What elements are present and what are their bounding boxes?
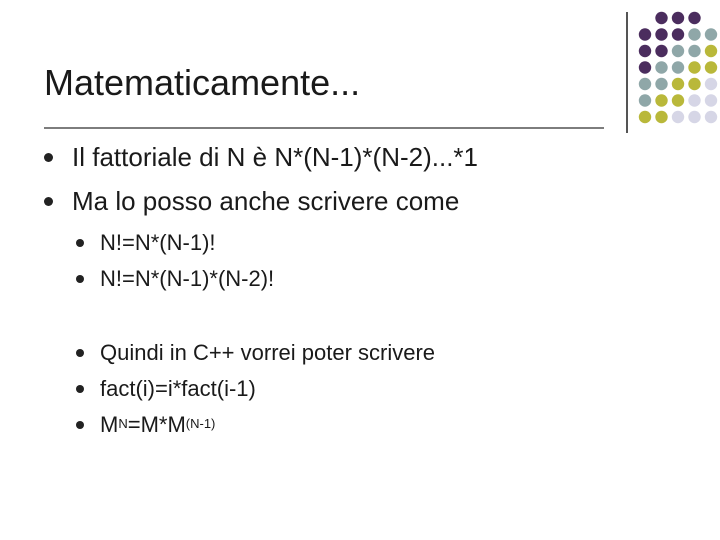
- sub-bullet-item: [76, 412, 215, 438]
- decorative-dot: [655, 78, 667, 90]
- decorative-dot: [672, 12, 684, 24]
- decorative-dot: [639, 61, 651, 73]
- decorative-dot: [705, 78, 717, 90]
- formula-exponent: (N-1): [185, 416, 216, 431]
- decorative-dot: [705, 111, 717, 123]
- slide-title: Matematicamente...: [44, 62, 361, 103]
- decorative-dot: [639, 28, 651, 40]
- sub-bullet-text: Quindi in C++ vorrei poter scrivere: [100, 340, 436, 365]
- decorative-vertical-line: [626, 12, 628, 133]
- bullet-dot: [76, 275, 84, 283]
- decorative-dot: [655, 45, 667, 57]
- decorative-dot: [705, 94, 717, 106]
- title-underline: [44, 127, 604, 129]
- decorative-dot: [655, 12, 667, 24]
- decorative-dot: [655, 61, 667, 73]
- decorative-dot: [705, 61, 717, 73]
- sub-bullet-item: [76, 340, 435, 366]
- decorative-dot: [672, 45, 684, 57]
- decorative-dot: [672, 61, 684, 73]
- decorative-dot: [655, 28, 667, 40]
- decorative-dot: [639, 111, 651, 123]
- decorative-dot: [688, 111, 700, 123]
- bullet-text: Il fattoriale di N è N*(N-1)*(N-2)...*1: [72, 142, 478, 172]
- formula-base: M: [100, 412, 119, 437]
- decorative-dot: [688, 45, 700, 57]
- decorative-dot: [688, 78, 700, 90]
- decorative-dot: [672, 78, 684, 90]
- bullet-dot: [76, 349, 84, 357]
- sub-bullet-item: [76, 230, 216, 256]
- decorative-dot: [639, 45, 651, 57]
- bullet-text: Ma lo posso anche scrivere come: [72, 186, 460, 216]
- decorative-dot: [672, 94, 684, 106]
- decorative-dot: [672, 111, 684, 123]
- sub-bullet-text: fact(i)=i*fact(i-1): [100, 376, 256, 401]
- decorative-dot: [688, 94, 700, 106]
- sub-bullet-item: [76, 376, 256, 402]
- bullet-dot: [76, 421, 84, 429]
- power-formula: [100, 412, 215, 437]
- decorative-dot: [672, 28, 684, 40]
- sub-bullet-text: N!=N*(N-1)*(N-2)!: [100, 266, 275, 291]
- decorative-dot: [688, 61, 700, 73]
- decorative-dot: [705, 28, 717, 40]
- decorative-dot: [688, 12, 700, 24]
- bullet-dot: [44, 153, 53, 162]
- bullet-item: [44, 186, 459, 217]
- formula-exponent: N: [118, 416, 128, 431]
- decorative-dot: [655, 111, 667, 123]
- decorative-dot: [639, 94, 651, 106]
- bullet-dot: [76, 385, 84, 393]
- bullet-dot: [76, 239, 84, 247]
- decorative-dot: [688, 28, 700, 40]
- decorative-dot: [639, 78, 651, 90]
- decorative-dot: [655, 94, 667, 106]
- sub-bullet-text: N!=N*(N-1)!: [100, 230, 216, 255]
- decorative-dot: [705, 45, 717, 57]
- sub-bullet-item: [76, 266, 274, 292]
- formula-middle: =M*M: [127, 412, 186, 437]
- bullet-dot: [44, 197, 53, 206]
- bullet-item: [44, 142, 478, 173]
